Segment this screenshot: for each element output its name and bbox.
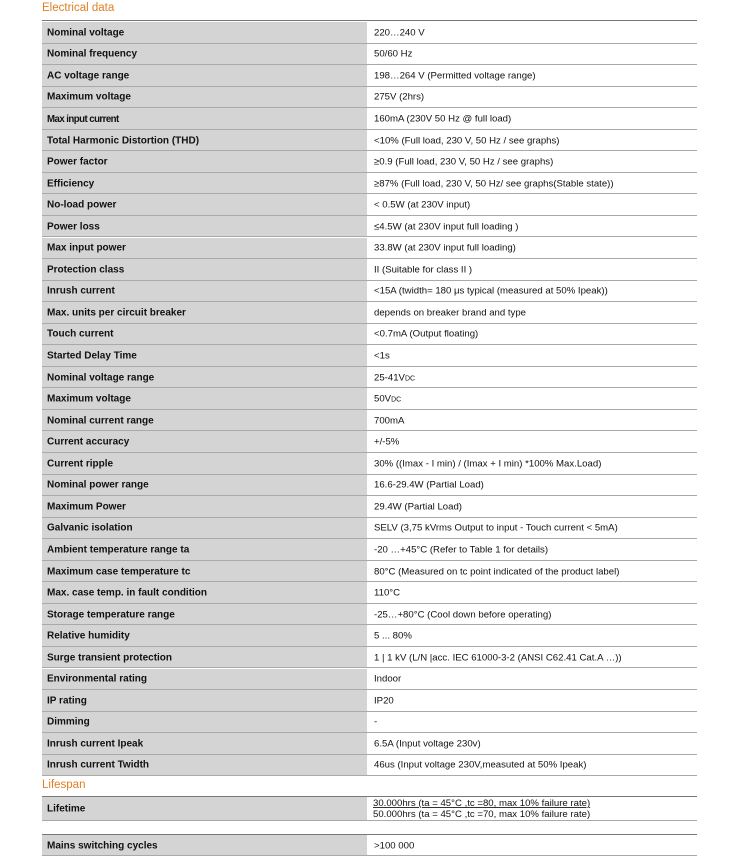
row-value-text: 700mA (374, 415, 405, 427)
row-value (374, 221, 518, 232)
table-row (42, 259, 697, 281)
row-value-text: 6.5A (Input voltage 230v) (374, 738, 481, 750)
row-label: Efficiency (47, 178, 95, 190)
row-value (374, 92, 424, 103)
table-row (42, 87, 697, 109)
row-label: Started Delay Time (47, 350, 137, 362)
row-value (374, 243, 516, 254)
table-row (42, 453, 697, 475)
row-value-text: 46us (Input voltage 230V,measuted at 50% Ipeak) (374, 759, 587, 771)
row-label: No-load power (47, 199, 117, 211)
table-row (42, 194, 697, 216)
row-value (374, 501, 462, 512)
row-value (374, 351, 390, 362)
row-value-text: 16.6-29.4W (Partial Load) (374, 479, 484, 491)
row-label: Nominal power range (47, 479, 149, 491)
row-value (374, 588, 400, 599)
row-value-text: 80°C (Measured on tc point indicated of the product label) (374, 566, 620, 578)
row-value (374, 113, 511, 124)
row-value (374, 157, 553, 168)
row-value-text: +/-5% (374, 436, 400, 448)
row-value (374, 372, 415, 383)
table-row (42, 388, 697, 410)
row-label: Power factor (47, 156, 108, 168)
row-label: Touch current (47, 328, 114, 340)
row-value-text: 50V (374, 393, 392, 405)
row-value (374, 135, 560, 146)
row-value-text: <10% (Full load, 230 V, 50 Hz / see graphs) (374, 135, 560, 147)
row-value (374, 458, 601, 469)
row-label: Inrush current Twidth (47, 759, 150, 771)
row-label: Dimming (47, 716, 90, 728)
table-row (42, 108, 697, 130)
row-value (374, 695, 394, 706)
row-label: Power loss (47, 221, 100, 233)
table-row (42, 130, 697, 152)
row-label: Current ripple (47, 458, 114, 470)
row-value-text: ≥87% (Full load, 230 V, 50 Hz/ see graphs(Stable state)) (374, 178, 614, 190)
row-label: Surge transient protection (47, 652, 173, 664)
table-row (42, 690, 697, 712)
table-row (42, 755, 697, 777)
table-row (42, 345, 697, 367)
table-row (42, 475, 697, 497)
table-row (42, 625, 697, 647)
table-row (42, 582, 697, 604)
table-row (42, 496, 697, 518)
row-value (374, 329, 478, 340)
table-row (42, 324, 697, 346)
row-value (374, 674, 401, 685)
row-label: Nominal voltage (47, 27, 125, 39)
row-value-text: ≤4.5W (at 230V input full loading ) (374, 221, 519, 233)
row-value (374, 717, 377, 728)
table-row (42, 561, 697, 583)
row-label: Current accuracy (47, 436, 130, 448)
row-label: Max. units per circuit breaker (47, 307, 186, 319)
table-row (42, 173, 697, 195)
row-value (374, 566, 619, 577)
row-value-text: - (374, 716, 378, 728)
row-label: Ambient temperature range ta (47, 544, 190, 556)
row-value (374, 394, 401, 405)
table-row (42, 238, 697, 260)
row-label: Storage temperature range (47, 609, 175, 621)
row-value-text: <0.7mA (Output floating) (374, 328, 479, 340)
table-row (42, 604, 697, 626)
row-value (374, 544, 548, 555)
row-value (374, 415, 404, 426)
row-value-text: 5 ... 80% (374, 630, 412, 642)
row-label: Nominal frequency (47, 48, 138, 60)
mains-switching-value: >100 000 (374, 840, 415, 851)
row-label: Galvanic isolation (47, 522, 133, 534)
row-value (374, 264, 472, 275)
row-value (374, 70, 536, 81)
table-row (42, 65, 697, 87)
row-label: Relative humidity (47, 630, 130, 642)
row-value (374, 200, 470, 211)
row-value-unit: DC (404, 375, 416, 383)
mains-switching-row (42, 835, 697, 856)
row-label: Inrush current Ipeak (47, 738, 144, 750)
row-value-text: 29.4W (Partial Load) (374, 501, 462, 513)
table-row (42, 539, 697, 561)
row-value (374, 27, 425, 38)
table-row (42, 733, 697, 755)
row-label: Protection class (47, 264, 125, 276)
table-row (42, 151, 697, 173)
table-row (42, 302, 697, 324)
row-value-text: ≥0.9 (Full load, 230 V, 50 Hz / see graphs) (374, 156, 554, 168)
row-value-text: 33.8W (at 230V input full loading) (374, 242, 516, 254)
row-value-text: 220…240 V (374, 27, 425, 39)
row-label: Max input current (47, 112, 119, 125)
row-value-text: 160mA (230V 50 Hz @ full load) (374, 113, 512, 125)
row-value-text: -20 …+45°C (Refer to Table 1 for details) (374, 544, 549, 556)
row-value (374, 609, 551, 620)
row-value-text: -25…+80°C (Cool down before operating) (374, 609, 552, 621)
lifetime-value-line2: 50.000hrs (ta = 45°C ,tc =70, max 10% failure rate) (373, 809, 591, 820)
row-value-text: 50/60 Hz (374, 48, 413, 60)
row-value (374, 523, 618, 534)
row-label: Environmental rating (47, 673, 148, 685)
table-row (42, 518, 697, 540)
row-value-text: < 0.5W (at 230V input) (374, 199, 471, 211)
row-value-text: II (Suitable for class II ) (374, 264, 473, 276)
row-label: Nominal current range (47, 415, 154, 427)
row-label: Max input power (47, 242, 126, 254)
row-value (374, 49, 412, 60)
table-row (42, 410, 697, 432)
mains-switching-label: Mains switching cycles (47, 840, 158, 851)
lifespan-section-title: Lifespan (42, 779, 86, 791)
row-value (374, 760, 586, 771)
row-label: AC voltage range (47, 70, 130, 82)
table-row (42, 22, 697, 44)
table-row (42, 669, 697, 691)
row-value (374, 437, 399, 448)
table-row (42, 712, 697, 734)
row-value-text: <15A (twidth= 180 μs typical (measured at 50% Ipeak)) (374, 285, 608, 297)
row-value (374, 178, 614, 189)
row-value-unit: DC (391, 396, 402, 404)
row-label: Maximum voltage (47, 91, 131, 103)
row-label: Max. case temp. in fault condition (47, 587, 208, 599)
row-value-text: 275V (2hrs) (374, 91, 425, 103)
table-row (42, 431, 697, 453)
row-value-text: SELV (3,75 kVrms Output to input - Touch current < 5mA) (374, 522, 618, 534)
row-label: Total Harmonic Distortion (THD) (47, 135, 200, 147)
row-value-text: depends on breaker brand and type (374, 307, 527, 319)
row-value-text: 198…264 V (Permitted voltage range) (374, 70, 536, 82)
lifetime-value-line1: 30.000hrs (ta = 45°C ,tc =80, max 10% failure rate) (373, 798, 591, 809)
row-value (374, 480, 484, 491)
section-rule (42, 20, 697, 21)
table-row (42, 647, 697, 669)
lifetime-label: Lifetime (47, 803, 86, 815)
row-value-text: 1 | 1 kV (L/N |acc. IEC 61000-3-2 (ANSI C62.41 Cat.A …)) (374, 652, 622, 664)
row-value (374, 631, 412, 642)
row-value-text: 110°C (374, 587, 401, 599)
row-label: Nominal voltage range (47, 372, 155, 384)
lifetime-row (42, 797, 697, 821)
row-label: Inrush current (47, 285, 115, 297)
table-row (42, 44, 697, 66)
row-value (374, 286, 608, 297)
row-value (374, 307, 526, 318)
row-label: Maximum case temperature tc (47, 566, 191, 578)
row-value-text: 30% ((Imax - I min) / (Imax + I min) *100% Max.Load) (374, 458, 602, 470)
row-value (374, 652, 622, 663)
row-value-text: 25-41V (374, 372, 405, 384)
table-row (42, 281, 697, 303)
table-row (42, 216, 697, 238)
row-value-text: IP20 (374, 695, 394, 707)
row-value-text: Indoor (374, 673, 402, 685)
row-label: Maximum voltage (47, 393, 131, 405)
row-value-text: <1s (374, 350, 390, 362)
electrical-section-title: Electrical data (42, 2, 115, 14)
table-row (42, 367, 697, 389)
row-label: IP rating (47, 695, 87, 707)
row-label: Maximum Power (47, 501, 126, 513)
row-value (374, 738, 481, 749)
